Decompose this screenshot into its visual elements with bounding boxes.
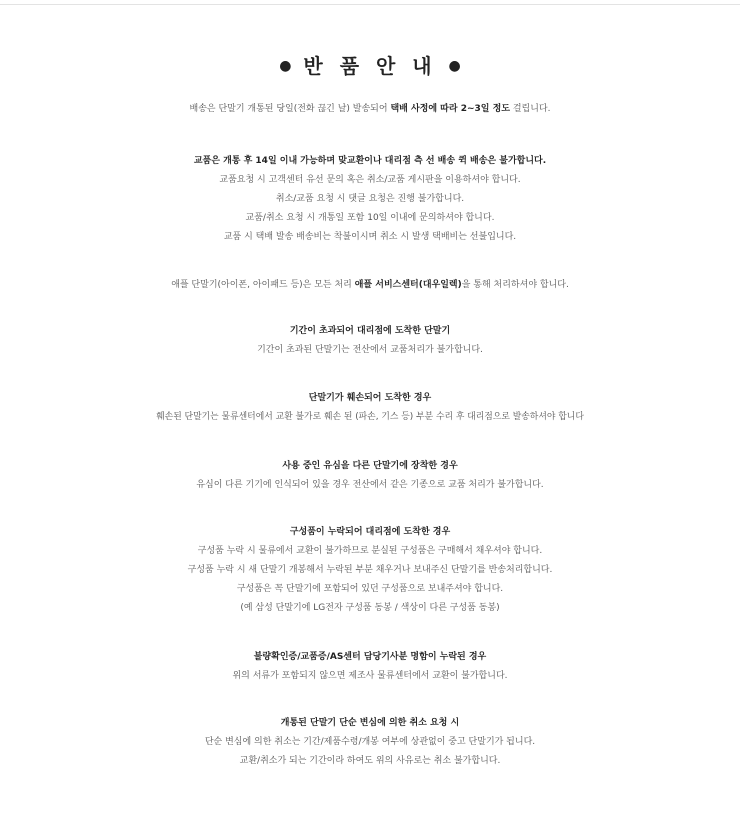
delivery-line bbox=[0, 100, 740, 119]
section-line: 구성품은 꼭 단말기에 포함되어 있던 구성품으로 보내주셔야 합니다. bbox=[236, 584, 504, 594]
apple-text: 애플 단말기(아이폰, 아이패드 등)은 모든 처리 bbox=[171, 280, 355, 290]
section-missing-parts bbox=[0, 523, 740, 618]
top-divider bbox=[0, 4, 740, 5]
apple-highlight: 애플 서비스센터(대우일렉) bbox=[354, 280, 462, 290]
section-heading: 개통된 단말기 단순 변심에 의한 취소 요청 시 bbox=[280, 718, 460, 728]
apple-line bbox=[0, 276, 740, 295]
section-heading: 불량확인증/교품증/AS센터 담당기사분 명함이 누락된 경우 bbox=[253, 652, 487, 662]
title-text: 반 품 안 내 bbox=[303, 54, 437, 78]
section-heading: 사용 중인 유심을 다른 단말기에 장착한 경우 bbox=[282, 461, 458, 471]
apple-notice bbox=[0, 276, 740, 295]
delivery-highlight: 택배 사정에 따라 2~3일 정도 bbox=[390, 104, 510, 114]
delivery-text-end: 걸립니다. bbox=[509, 104, 551, 114]
bullet-dot-icon: ● bbox=[279, 58, 292, 74]
apple-text-end: 을 통해 처리하셔야 합니다. bbox=[461, 280, 569, 290]
section-line: 구성품 누락 시 물류에서 교환이 불가하므로 분실된 구성품은 구매해서 채우셔야 합니다. bbox=[197, 546, 543, 556]
section-heading: 기간이 초과되어 대리점에 도착한 단말기 bbox=[289, 326, 451, 336]
section-heading: 구성품이 누락되어 대리점에 도착한 경우 bbox=[289, 527, 451, 537]
section-expired bbox=[0, 322, 740, 360]
delivery-text: 배송은 단말기 개통된 당일(전화 끊긴 날) 발송되어 bbox=[189, 104, 391, 114]
section-line: (예 삼성 단말기에 LG전자 구성품 동봉 / 색상이 다른 구성품 동봉) bbox=[240, 603, 500, 613]
page-title bbox=[0, 50, 740, 79]
bullet-dot-icon: ● bbox=[448, 58, 461, 74]
exchange-line: 취소/교품 요청 시 댓글 요청은 진행 불가합니다. bbox=[275, 194, 465, 204]
section-line: 구성품 누락 시 새 단말기 개봉해서 누락된 부분 채우거나 보내주신 단말기를 반송처리합니다. bbox=[187, 565, 553, 575]
delivery-notice bbox=[0, 100, 740, 119]
exchange-line: 교품/취소 요청 시 개통일 포함 10일 이내에 문의하셔야 합니다. bbox=[245, 213, 495, 223]
exchange-line: 교품 시 택배 발송 배송비는 착불이시며 취소 시 발생 택배비는 선불입니다. bbox=[223, 232, 517, 242]
section-line: 위의 서류가 포함되지 않으면 제조사 물류센터에서 교환이 불가합니다. bbox=[232, 671, 508, 681]
section-line: 유심이 다른 기기에 인식되어 있을 경우 전산에서 같은 기종으로 교품 처리가 불가합니다. bbox=[196, 480, 544, 490]
section-change-of-mind bbox=[0, 714, 740, 771]
exchange-line: 교품요청 시 고객센터 유선 문의 혹은 취소/교품 게시판을 이용하셔야 합니다. bbox=[219, 175, 521, 185]
exchange-policy bbox=[0, 152, 740, 247]
exchange-heading: 교품은 개통 후 14일 이내 가능하며 맞교환이나 대리점 측 선 배송 퀵 배송은 불가합니다. bbox=[193, 156, 547, 166]
section-line: 기간이 초과된 단말기는 전산에서 교품처리가 불가합니다. bbox=[257, 345, 483, 355]
section-line: 훼손된 단말기는 물류센터에서 교환 불가로 훼손 된 (파손, 기스 등) 부분 수리 후 대리점으로 발송하셔야 합니다 bbox=[156, 412, 584, 422]
section-line: 단순 변심에 의한 취소는 기간/제품수령/개봉 여부에 상관없이 중고 단말기가 됩니다. bbox=[204, 737, 536, 747]
section-usim bbox=[0, 457, 740, 495]
section-heading: 단말기가 훼손되어 도착한 경우 bbox=[308, 393, 432, 403]
section-line: 교환/취소가 되는 기간이라 하여도 위의 사유로는 취소 불가합니다. bbox=[239, 756, 501, 766]
section-damaged bbox=[0, 389, 740, 427]
section-missing-docs bbox=[0, 648, 740, 686]
